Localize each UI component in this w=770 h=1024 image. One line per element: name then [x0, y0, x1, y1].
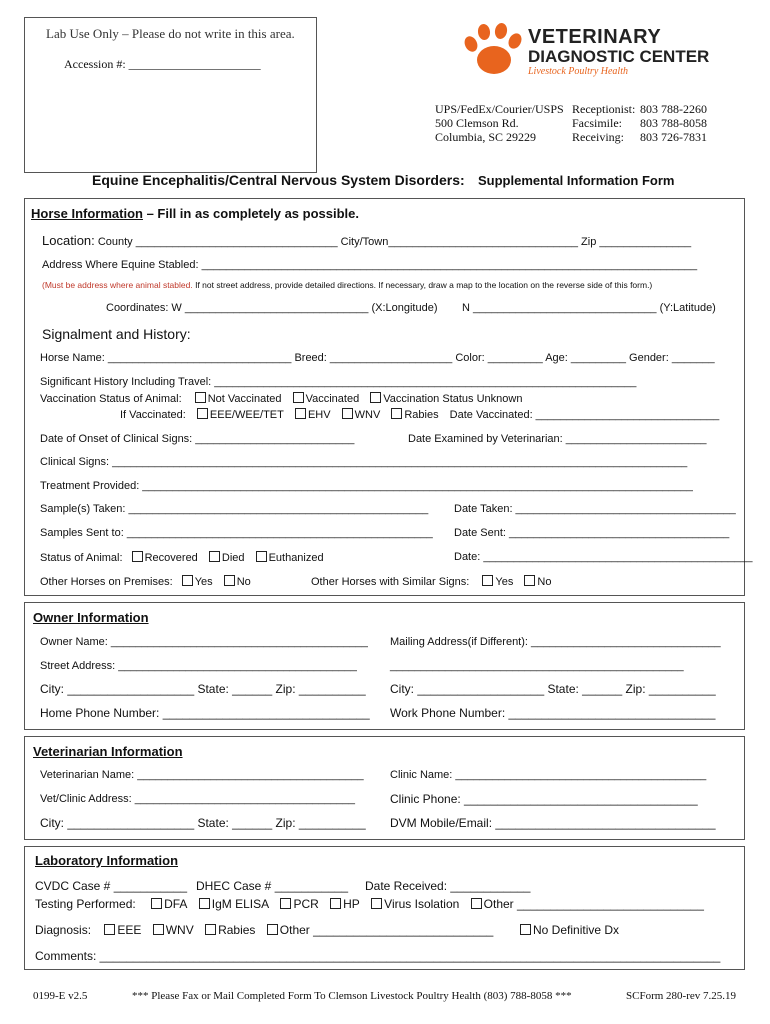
rabies-vacc-checkbox[interactable]: Rabies	[391, 409, 438, 421]
eee-dx-checkbox[interactable]: EEE	[104, 923, 141, 937]
signalment-heading: Signalment and History:	[42, 326, 191, 342]
samples-taken-field[interactable]: Sample(s) Taken: _________________________________________________	[40, 503, 429, 515]
comments-field[interactable]: Comments: _____________________________________________________________________________________________	[35, 949, 721, 963]
premises-yes-checkbox[interactable]: Yes	[182, 576, 213, 588]
contact-label-3: Receiving:	[572, 130, 624, 144]
accession-field[interactable]: Accession #: ______________________	[64, 57, 261, 71]
footer-instructions: *** Please Fax or Mail Completed Form To Clemson Livestock Poultry Health (803) 788-8058 ***	[132, 990, 572, 1002]
hp-checkbox[interactable]: HP	[330, 897, 360, 911]
eee-wee-tet-checkbox[interactable]: EEE/WEE/TET	[197, 409, 284, 421]
location-line[interactable]: County _________________________________ City/Town_______________________________ Zip _______________	[94, 236, 692, 248]
samples-sent-field[interactable]: Samples Sent to: __________________________________________________	[40, 527, 433, 539]
stabled-address-field[interactable]: Address Where Equine Stabled: _________________________________________________________________________________	[42, 259, 698, 271]
location-row[interactable]	[42, 233, 691, 248]
similar-yes-checkbox[interactable]: Yes	[482, 576, 513, 588]
testing-label: Testing Performed:	[35, 897, 136, 911]
date-vaccinated-field[interactable]: Date Vaccinated: ______________________________	[449, 409, 720, 421]
wnv-vacc-checkbox[interactable]: WNV	[342, 409, 381, 421]
contact-number-1: 803 788-2260	[640, 102, 707, 116]
contact-number-3: 803 726-7831	[640, 130, 707, 144]
dhec-case-field[interactable]: DHEC Case # ___________	[196, 879, 349, 893]
horse-heading-rest: – Fill in as completely as possible.	[142, 206, 359, 221]
lab-heading: Laboratory Information	[35, 853, 179, 868]
clinic-name-field[interactable]: Clinic Name: _________________________________________	[390, 769, 707, 781]
horse-heading-title: Horse Information	[31, 206, 143, 221]
premises-label: Other Horses on Premises:	[40, 576, 173, 588]
work-phone-field[interactable]: Work Phone Number: _______________________________	[390, 706, 716, 720]
vaccination-unknown-checkbox[interactable]: Vaccination Status Unknown	[370, 393, 522, 405]
paw-logo-icon	[461, 22, 527, 78]
contact-number-2: 803 788-8058	[640, 116, 707, 130]
location-label: Location:	[42, 233, 95, 248]
status-date-field[interactable]: Date: ____________________________________________	[454, 551, 753, 563]
footer-version: 0199-E v2.5	[33, 990, 88, 1002]
premises-row	[40, 575, 259, 588]
clinic-phone-field[interactable]: Clinic Phone: ___________________________________	[390, 792, 698, 806]
horse-name-row[interactable]: Horse Name: ______________________________ Breed: ____________________ Color: _________ Age: _________ Gender: _______	[40, 352, 715, 364]
owner-city-row[interactable]: City: ___________________ State: ______ Zip: __________	[40, 682, 366, 696]
date-examined-field[interactable]: Date Examined by Veterinarian: _______________________	[408, 433, 707, 445]
coordinates-n-field[interactable]: N ______________________________ (Y:Latitude)	[462, 302, 716, 314]
vaccination-row	[40, 392, 530, 405]
contact-address-3: Columbia, SC 29229	[435, 130, 537, 144]
contact-address-2: 500 Clemson Rd.	[435, 116, 519, 130]
form-title: Equine Encephalitis/Central Nervous System Disorders:	[92, 172, 465, 188]
date-sent-field[interactable]: Date Sent: ____________________________________	[454, 527, 730, 539]
recovered-checkbox[interactable]: Recovered	[132, 552, 198, 564]
similar-no-checkbox[interactable]: No	[524, 576, 551, 588]
diagnosis-row	[35, 923, 501, 937]
owner-heading: Owner Information	[33, 610, 149, 625]
if-vaccinated-row	[120, 408, 719, 421]
died-checkbox[interactable]: Died	[209, 552, 245, 564]
pcr-checkbox[interactable]: PCR	[280, 897, 318, 911]
wnv-dx-checkbox[interactable]: WNV	[153, 923, 194, 937]
address-note	[42, 280, 652, 290]
testing-row	[35, 897, 712, 911]
clinical-signs-field[interactable]: Clinical Signs: ______________________________________________________________________________________________	[40, 456, 688, 468]
dvm-mobile-field[interactable]: DVM Mobile/Email: _________________________________	[390, 816, 716, 830]
date-taken-field[interactable]: Date Taken: ____________________________________	[454, 503, 736, 515]
logo-tagline: Livestock Poultry Health	[528, 66, 628, 77]
other-dx-checkbox[interactable]: Other ___________________________	[267, 923, 494, 937]
no-definitive-dx-checkbox[interactable]: No Definitive Dx	[520, 923, 619, 937]
footer-form-number: SCForm 280-rev 7.25.19	[626, 990, 736, 1002]
treatment-field[interactable]: Treatment Provided: __________________________________________________________________________________________	[40, 480, 693, 492]
mailing-city-row[interactable]: City: ___________________ State: ______ Zip: __________	[390, 682, 716, 696]
mailing-address-line2[interactable]: ________________________________________________	[390, 660, 684, 672]
not-vaccinated-checkbox[interactable]: Not Vaccinated	[195, 393, 282, 405]
date-received-field[interactable]: Date Received: ____________	[365, 879, 531, 893]
rabies-dx-checkbox[interactable]: Rabies	[205, 923, 255, 937]
virus-isolation-checkbox[interactable]: Virus Isolation	[371, 897, 459, 911]
logo-line2: DIAGNOSTIC CENTER	[528, 47, 710, 66]
igm-elisa-checkbox[interactable]: IgM ELISA	[199, 897, 269, 911]
logo-line1: VETERINARY	[528, 26, 662, 48]
status-row	[40, 551, 332, 564]
lab-use-title: Lab Use Only – Please do not write in this area.	[46, 26, 295, 41]
vet-city-row[interactable]: City: ___________________ State: ______ Zip: __________	[40, 816, 366, 830]
vet-name-field[interactable]: Veterinarian Name: _____________________________________	[40, 769, 364, 781]
home-phone-field[interactable]: Home Phone Number: _______________________________	[40, 706, 370, 720]
diagnosis-label: Diagnosis:	[35, 923, 92, 937]
owner-name-field[interactable]: Owner Name: __________________________________________	[40, 636, 368, 648]
history-field[interactable]: Significant History Including Travel: _____________________________________________________________________	[40, 376, 637, 388]
similar-signs-row	[311, 575, 559, 588]
contact-label-1: Receptionist:	[572, 102, 636, 116]
form-subtitle: Supplemental Information Form	[478, 173, 675, 188]
address-note-rest: If not street address, provide detailed directions. If necessary, draw a map to the location on the reverse side of this form.)	[192, 280, 653, 290]
address-note-red: (Must be address where animal stabled.	[42, 280, 193, 290]
testing-other-checkbox[interactable]: Other ____________________________	[471, 897, 704, 911]
vet-heading: Veterinarian Information	[33, 744, 183, 759]
if-vaccinated-label: If Vaccinated:	[120, 409, 186, 421]
dfa-checkbox[interactable]: DFA	[151, 897, 187, 911]
horse-heading	[31, 206, 359, 221]
onset-date-field[interactable]: Date of Onset of Clinical Signs: __________________________	[40, 433, 355, 445]
coordinates-w-field[interactable]: Coordinates: W ______________________________ (X:Longitude)	[106, 302, 438, 314]
cvdc-case-field[interactable]: CVDC Case # ___________	[35, 879, 188, 893]
mailing-address-field[interactable]: Mailing Address(if Different): _______________________________	[390, 636, 721, 648]
similar-signs-label: Other Horses with Similar Signs:	[311, 576, 470, 588]
contact-address-1: UPS/FedEx/Courier/USPS	[435, 102, 564, 116]
euthanized-checkbox[interactable]: Euthanized	[256, 552, 324, 564]
ehv-checkbox[interactable]: EHV	[295, 409, 331, 421]
vaccination-label: Vaccination Status of Animal:	[40, 393, 182, 405]
status-label: Status of Animal:	[40, 552, 123, 564]
street-address-field[interactable]: Street Address: _______________________________________	[40, 660, 357, 672]
contact-label-2: Facsimile:	[572, 116, 622, 130]
premises-no-checkbox[interactable]: No	[224, 576, 251, 588]
vaccinated-checkbox[interactable]: Vaccinated	[293, 393, 360, 405]
clinic-address-field[interactable]: Vet/Clinic Address: ____________________________________	[40, 793, 356, 805]
